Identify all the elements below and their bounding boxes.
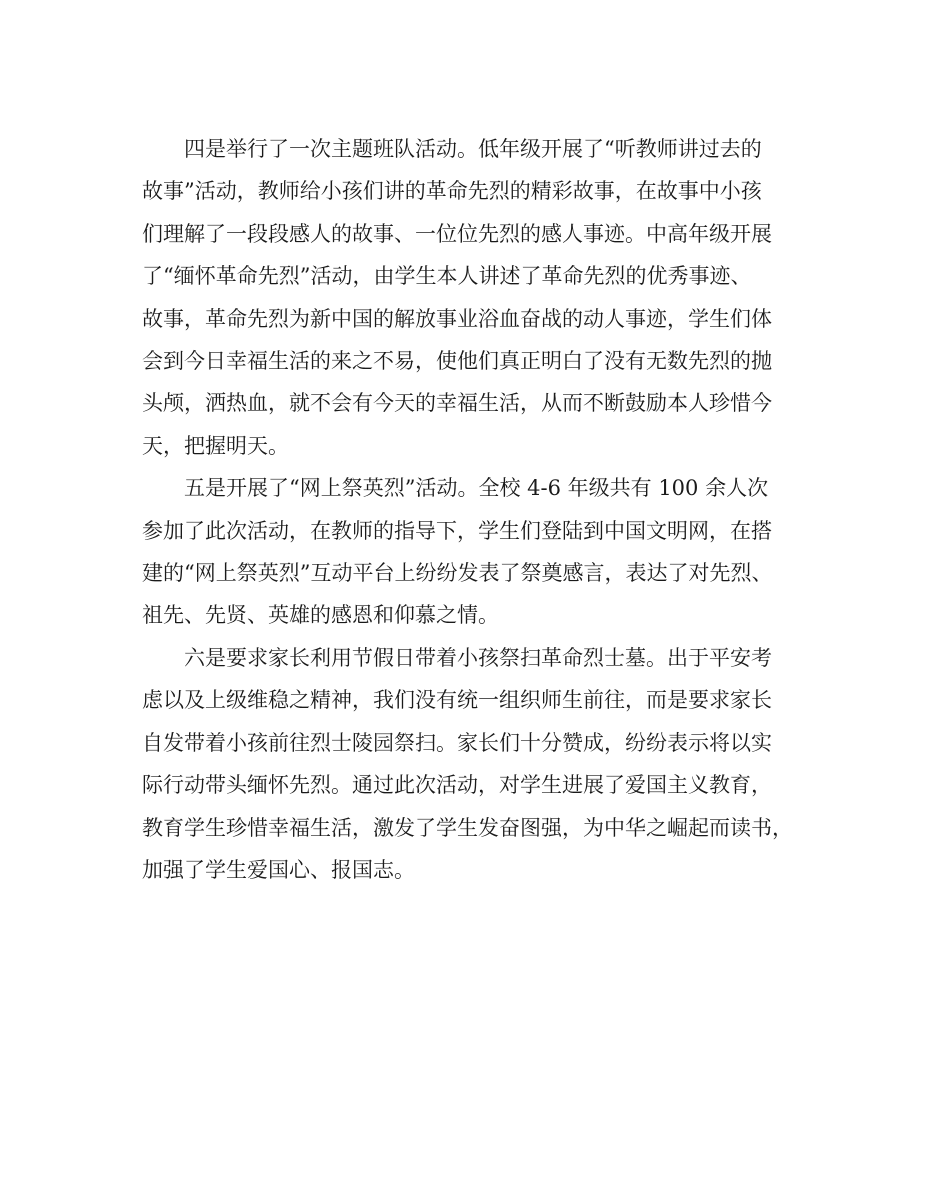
text-line: 虑以及上级维稳之精神，我们没有统一组织师生前往，而是要求家长 (142, 688, 772, 713)
text-line: 头颅，洒热血，就不会有今天的幸福生活，从而不断鼓励本人珍惜今 (142, 391, 772, 416)
text-line: 教育学生珍惜幸福生活，激发了学生发奋图强，为中华之崛起而读书， (142, 815, 793, 840)
text-line: 了“缅怀革命先烈”活动，由学生本人讲述了革命先烈的优秀事迹、 (142, 264, 752, 289)
text-line: 们理解了一段段感人的故事、一位位先烈的感人事迹。中高年级开展 (142, 221, 772, 246)
text-line: 加强了学生爱国心、报国志。 (142, 857, 415, 882)
paragraph-class-activity (142, 128, 810, 467)
text-line: 会到今日幸福生活的来之不易，使他们真正明白了没有无数先烈的抛 (142, 349, 772, 374)
text-line: 故事，革命先烈为新中国的解放事业浴血奋战的动人事迹，学生们体 (142, 306, 772, 331)
text-line: 五是开展了“网上祭英烈”活动。全校 4-6 年级共有 100 余人次 (184, 476, 769, 501)
text-line: 天，把握明天。 (142, 433, 289, 458)
paragraph-tomb-sweeping (142, 637, 810, 891)
text-line: 自发带着小孩前往烈士陵园祭扫。家长们十分赞成，纷纷表示将以实 (142, 730, 772, 755)
text-line: 参加了此次活动，在教师的指导下，学生们登陆到中国文明网，在搭 (142, 518, 772, 543)
text-line: 际行动带头缅怀先烈。通过此次活动，对学生进展了爱国主义教育， (142, 773, 772, 798)
body-text (142, 128, 810, 891)
text-line: 建的“网上祭英烈”互动平台上纷纷发表了祭奠感言，表达了对先烈、 (142, 561, 773, 586)
text-line: 六是要求家长利用节假日带着小孩祭扫革命烈士墓。出于平安考 (184, 645, 772, 670)
paragraph-online-tribute (142, 467, 810, 637)
text-line: 四是举行了一次主题班队活动。低年级开展了“听教师讲过去的 (184, 137, 762, 161)
text-line: 祖先、先贤、英雄的感恩和仰慕之情。 (142, 603, 499, 628)
text-line: 故事”活动，教师给小孩们讲的革命先烈的精彩故事，在故事中小孩 (142, 179, 762, 204)
